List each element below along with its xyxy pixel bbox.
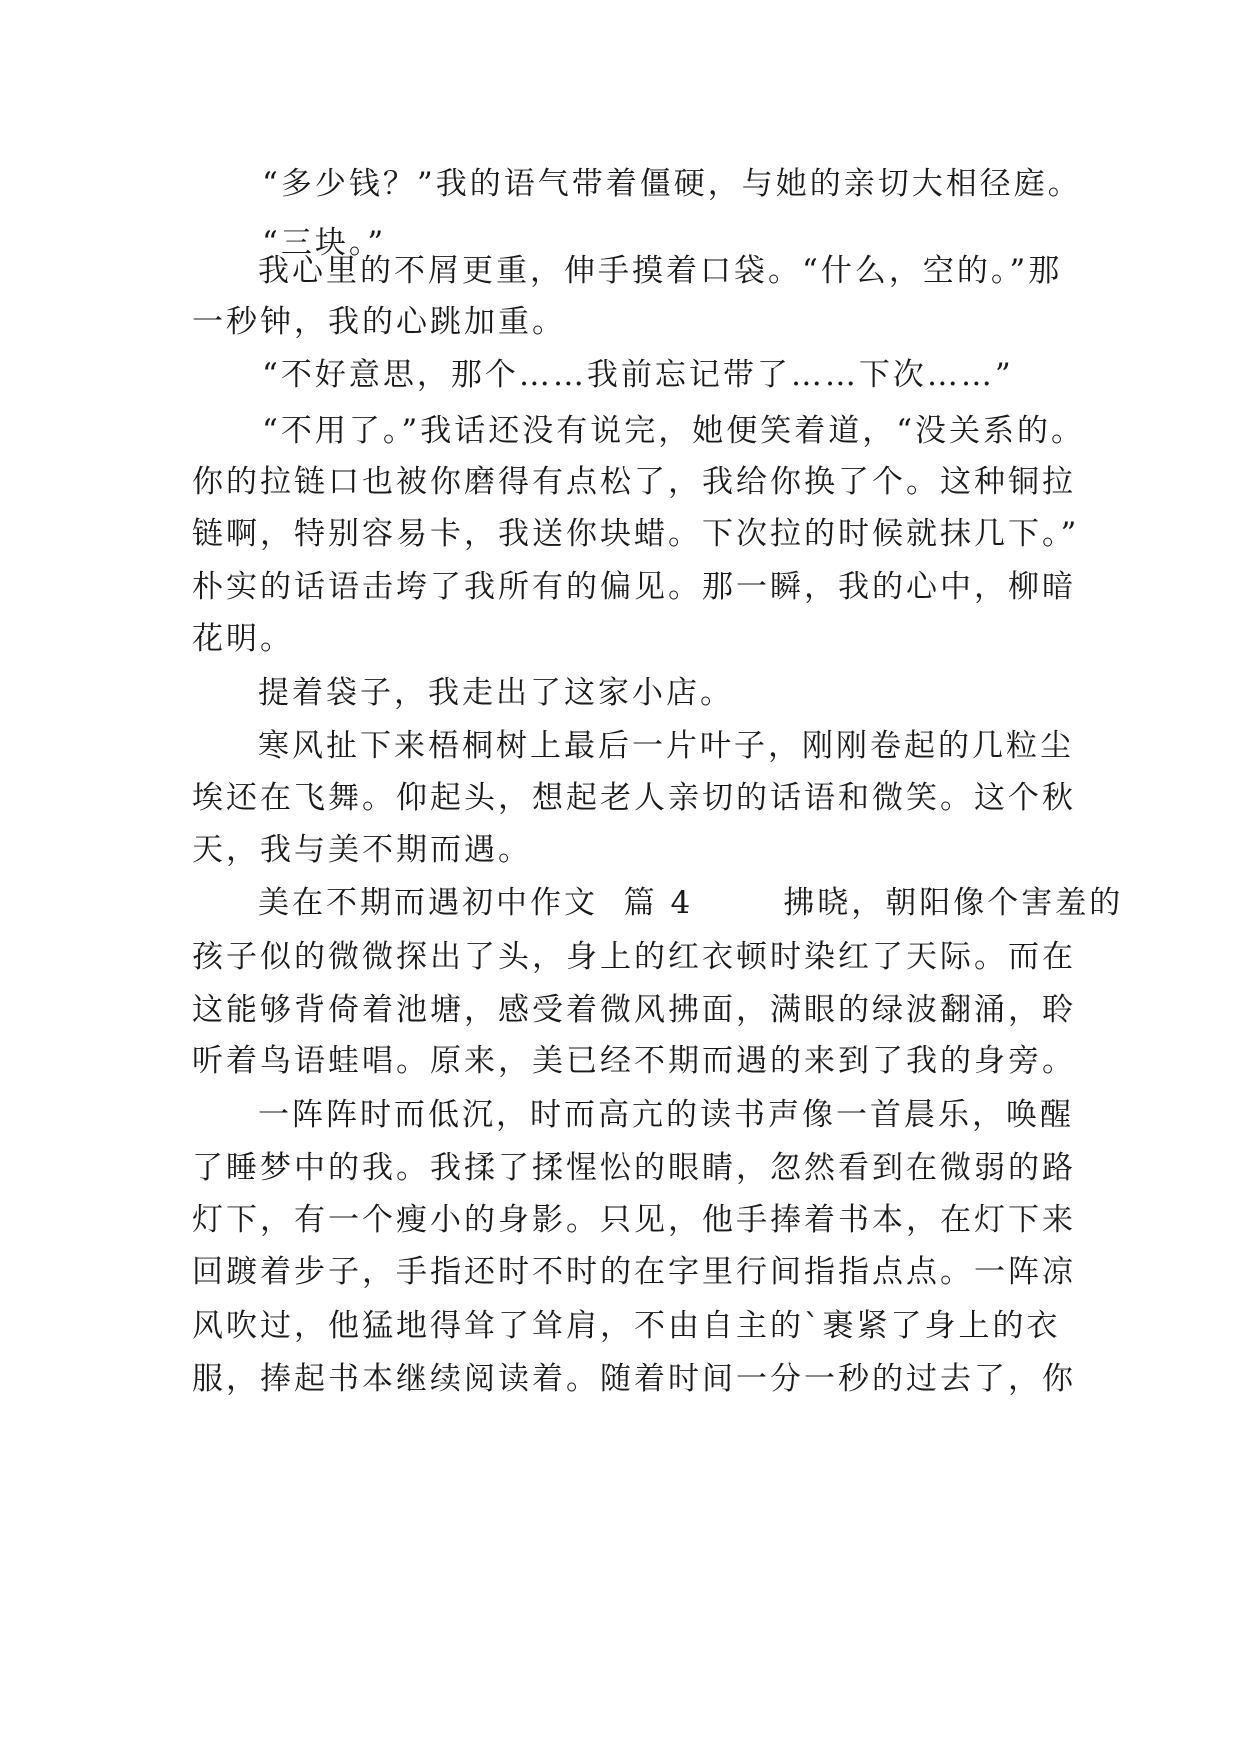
text-line: 服，捧起书本继续阅读着。随着时间一分一秒的过去了，你 <box>192 1361 1076 1397</box>
text-line: 回踱着步子，手指还时不时的在字里行间指指点点。一阵凉 <box>192 1254 1076 1290</box>
text-line: 提着袋子，我走出了这家小店。 <box>258 675 734 711</box>
text-line: “不好意思，那个……我前忘记带了……下次……” <box>262 357 1014 393</box>
text-line: 寒风扯下来梧桐树上最后一片叶子，刚刚卷起的几粒尘 <box>258 728 1074 764</box>
text-line: 你的拉链口也被你磨得有点松了，我给你换了个。这种铜拉 <box>192 464 1076 500</box>
text-line: 链啊，特别容易卡，我送你块蜡。下次拉的时候就抹几下。” <box>192 516 1080 552</box>
text-line: 风吹过，他猛地得耸了耸肩，不由自主的`裹紧了身上的衣 <box>192 1308 1061 1344</box>
text-line: “三块。” <box>262 225 387 261</box>
text-line: 花明。 <box>192 621 294 657</box>
text-line: 听着鸟语蛙唱。原来，美已经不期而遇的来到了我的身旁。 <box>192 1043 1076 1079</box>
text-line: 我心里的不屑更重，伸手摸着口袋。“什么，空的。”那 <box>258 253 1063 289</box>
text-line: 孩子似的微微探出了头，身上的红衣顿时染红了天际。而在 <box>192 939 1076 975</box>
text-line: 美在不期而遇初中作文 篇 4 拂晓，朝阳像个害羞的 <box>258 885 1124 921</box>
text-line: 朴实的话语击垮了我所有的偏见。那一瞬，我的心中，柳暗 <box>192 569 1076 605</box>
text-line: 灯下，有一个瘦小的身影。只见，他手捧着书本，在灯下来 <box>192 1202 1076 1238</box>
text-line: 一阵阵时而低沉，时而高亢的读书声像一首晨乐，唤醒 <box>258 1097 1074 1133</box>
text-line: “不用了。”我话还没有说完，她便笑着道，“没关系的。 <box>262 413 1086 449</box>
text-line: 埃还在飞舞。仰起头，想起老人亲切的话语和微笑。这个秋 <box>192 780 1076 816</box>
text-line: 天，我与美不期而遇。 <box>192 832 532 868</box>
text-line: “多少钱？”我的语气带着僵硬，与她的亲切大相径庭。 <box>262 166 1082 202</box>
text-line: 了睡梦中的我。我揉了揉惺忪的眼睛，忽然看到在微弱的路 <box>192 1150 1076 1186</box>
text-line: 一秒钟，我的心跳加重。 <box>192 304 566 340</box>
text-line: 这能够背倚着池塘，感受着微风拂面，满眼的绿波翻涌，聆 <box>192 992 1076 1028</box>
